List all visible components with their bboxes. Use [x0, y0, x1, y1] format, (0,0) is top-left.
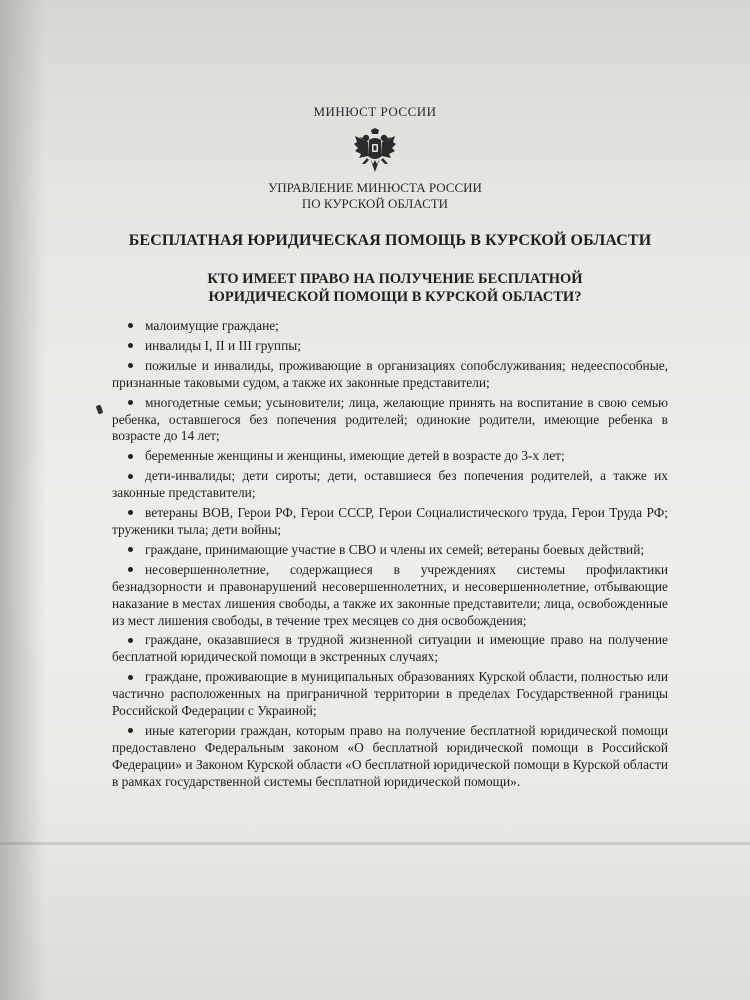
bullet-icon	[128, 323, 133, 328]
bullet-icon	[128, 400, 133, 405]
double-headed-eagle-emblem-icon	[353, 128, 397, 174]
document-header	[0, 104, 750, 212]
subtitle-line-2: ЮРИДИЧЕСКОЙ ПОМОЩИ В КУРСКОЙ ОБЛАСТИ?	[208, 289, 582, 305]
subtitle-line-1: КТО ИМЕЕТ ПРАВО НА ПОЛУЧЕНИЕ БЕСПЛАТНОЙ	[207, 271, 583, 287]
list-item: граждане, проживающие в муниципальных образованиях Курской области, полностью или частично расположенных на приграничной территории в пределах Государственной границы Российской Федерации с Украиной;	[112, 669, 668, 719]
eligibility-list	[112, 318, 668, 794]
bullet-icon	[128, 567, 133, 572]
department-line-2: ПО КУРСКОЙ ОБЛАСТИ	[301, 196, 449, 211]
list-item: дети-инвалиды; дети сироты; дети, оставшиеся без попечения родителей, а также их законные представители;	[112, 468, 668, 501]
department-name	[0, 180, 750, 212]
list-item: граждане, принимающие участие в СВО и члены их семей; ветераны боевых действий;	[112, 542, 668, 559]
bullet-icon	[128, 547, 133, 552]
bullet-icon	[128, 510, 133, 515]
bullet-icon	[128, 638, 133, 643]
list-item: иные категории граждан, которым право на получение бесплатной юридической помощи предоставлено Федеральным законом «О бесплатной юридической помощи в Российской Федерации» и Законом Курской области «О бесплатной юридической помощи в Курской области в рамках государственной системы бесплатной юридической помощи».	[112, 722, 668, 789]
list-item: пожилые и инвалиды, проживающие в организациях сопобслуживания; недееспособные, признанные таковыми судом, а также их законные представители;	[112, 357, 668, 390]
paper-fold	[0, 842, 750, 845]
bullet-icon	[128, 728, 133, 733]
list-item: граждане, оказавшиеся в трудной жизненной ситуации и имеющие право на получение бесплатной юридической помощи в экстренных случаях;	[112, 632, 668, 665]
list-item: несовершеннолетние, содержащиеся в учреждениях системы профилактики безнадзорности и правонарушений несовершеннолетних, и несовершеннолетние, отбывающие наказание в местах лишения свободы, а также их законные представители; лица, освобожденные из мест лишения свободы, в течение трех месяцев со дня освобождения;	[112, 561, 668, 628]
bullet-icon	[128, 454, 133, 459]
bullet-icon	[128, 474, 133, 479]
list-item: беременные женщины и женщины, имеющие детей в возрасте до 3-х лет;	[112, 448, 668, 465]
list-item: инвалиды I, II и III группы;	[112, 338, 668, 355]
ministry-name: МИНЮСТ РОССИИ	[313, 104, 437, 119]
bullet-icon	[128, 675, 133, 680]
bullet-icon	[128, 343, 133, 348]
list-item: ветераны ВОВ, Герои РФ, Герои СССР, Герои Социалистического труда, Герои Труда РФ; труженики тыла; дети войны;	[112, 505, 668, 537]
document-subtitle	[150, 270, 640, 306]
document-title: БЕСПЛАТНАЯ ЮРИДИЧЕСКАЯ ПОМОЩЬ В КУРСКОЙ ОБЛАСТИ	[128, 232, 652, 249]
list-item: многодетные семьи; усыновители; лица, желающие принять на воспитание в свою семью ребенка, оставшегося без попечения родителей; одинокие родители, имеющие ребенка в возрасте до 14 лет;	[112, 394, 668, 444]
list-item: малоимущие граждане;	[112, 318, 668, 335]
bullet-icon	[128, 363, 133, 368]
department-line-1: УПРАВЛЕНИЕ МИНЮСТА РОССИИ	[268, 180, 482, 195]
